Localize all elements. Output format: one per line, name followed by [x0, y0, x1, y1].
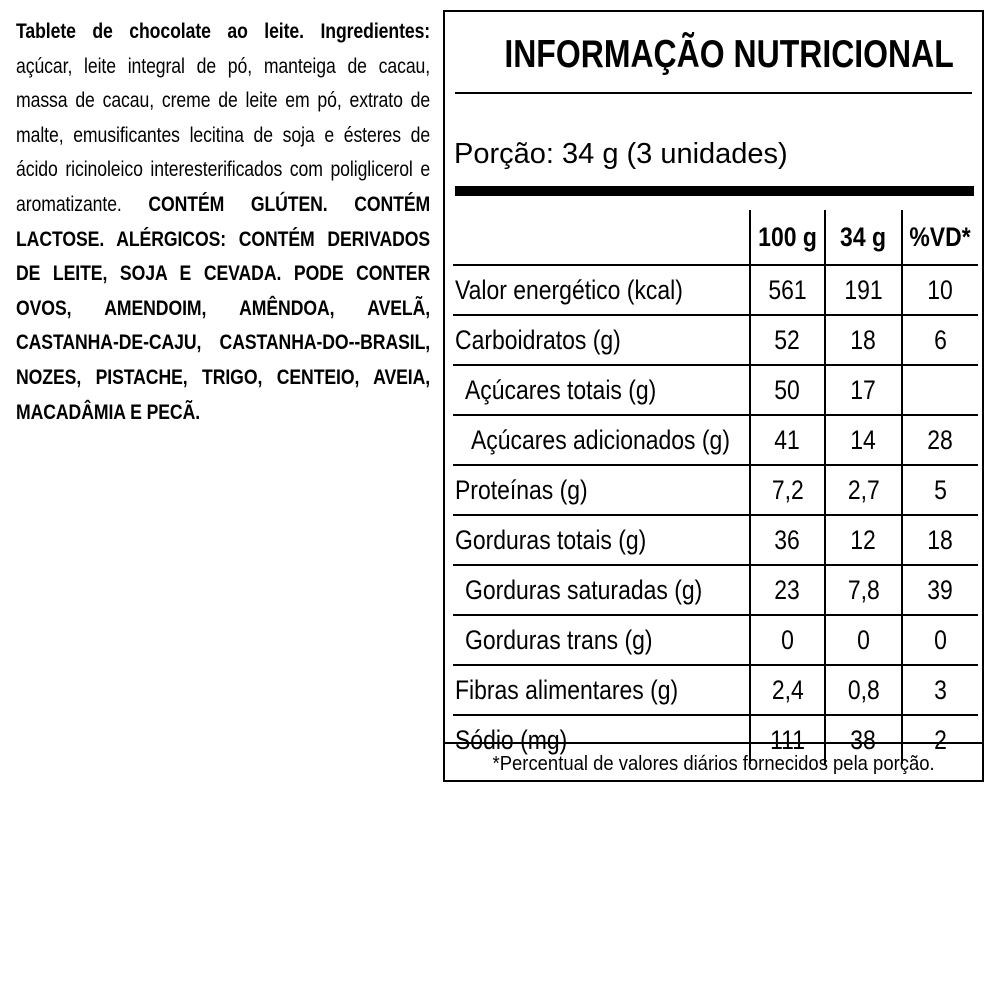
table-row	[453, 515, 978, 565]
value-per-100g: 36	[750, 515, 825, 565]
table-row	[453, 415, 978, 465]
value-daily-percent: 39	[902, 565, 978, 615]
table-row	[453, 365, 978, 415]
allergen-statement: CONTÉM GLÚTEN. CONTÉM LACTOSE. ALÉRGICOS: CONTÉM DERIVADOS DE LEITE, SOJA E CEVADA. PODE CONTER OVOS, AMENDOIM, AMÊNDOA, AVELÃ, CASTANHA-DE-CAJU, CASTANHA-DO--BRASIL, NOZES, PISTACHE, TRIGO, CENTEIO, AVEIA, MACADÂMIA E PECÃ.	[16, 191, 431, 424]
value-per-portion: 18	[825, 315, 902, 365]
value-per-100g: 0	[750, 615, 825, 665]
value-daily-percent: 28	[902, 415, 978, 465]
value-per-portion: 38	[825, 715, 902, 764]
value-daily-percent: 3	[902, 665, 978, 715]
ingredients-heading: Tablete de chocolate ao leite. Ingredientes:	[16, 19, 431, 43]
table-row	[453, 565, 978, 615]
nutrition-facts-panel	[443, 10, 984, 782]
nutrient-name: Fibras alimentares (g)	[453, 665, 750, 715]
nutrient-name: Gorduras trans (g)	[453, 615, 750, 665]
value-daily-percent: 2	[902, 715, 978, 764]
value-per-portion: 0,8	[825, 665, 902, 715]
column-header-per-100g: 100 g	[750, 210, 825, 265]
value-daily-percent: 18	[902, 515, 978, 565]
daily-value-footnote: *Percentual de valores diários fornecidos pela porção.	[445, 742, 982, 776]
column-header-daily-value: %VD*	[902, 210, 978, 265]
ingredients-list: açúcar, leite integral de pó, manteiga de cacau, massa de cacau, creme de leite em pó, extrato de malte, emusificantes lecitina de soja e ésteres de ácido ricinoleico interesterificados com poliglicerol e aromatizante.	[16, 53, 431, 216]
value-per-100g: 2,4	[750, 665, 825, 715]
value-per-100g: 52	[750, 315, 825, 365]
table-header-row	[453, 210, 978, 265]
nutrition-table	[453, 210, 978, 764]
ingredients-text	[16, 14, 430, 429]
value-daily-percent	[902, 365, 978, 415]
value-per-portion: 0	[825, 615, 902, 665]
value-daily-percent: 10	[902, 265, 978, 315]
value-per-100g: 561	[750, 265, 825, 315]
table-row	[453, 315, 978, 365]
header-divider	[455, 186, 974, 196]
table-row	[453, 465, 978, 515]
value-per-100g: 41	[750, 415, 825, 465]
value-per-portion: 191	[825, 265, 902, 315]
table-row	[453, 615, 978, 665]
value-per-portion: 12	[825, 515, 902, 565]
value-per-100g: 7,2	[750, 465, 825, 515]
value-per-100g: 111	[750, 715, 825, 764]
nutrition-title: INFORMAÇÃO NUTRICIONAL	[455, 30, 972, 94]
header-blank	[453, 210, 750, 265]
table-row	[453, 665, 978, 715]
value-per-100g: 23	[750, 565, 825, 615]
nutrient-name: Açúcares totais (g)	[453, 365, 750, 415]
value-per-100g: 50	[750, 365, 825, 415]
portion-size: Porção: 34 g (3 unidades)	[454, 138, 788, 170]
nutrient-name: Carboidratos (g)	[453, 315, 750, 365]
value-daily-percent: 0	[902, 615, 978, 665]
nutrient-name: Gorduras saturadas (g)	[453, 565, 750, 615]
value-per-portion: 14	[825, 415, 902, 465]
value-per-portion: 17	[825, 365, 902, 415]
nutrient-name: Gorduras totais (g)	[453, 515, 750, 565]
table-row	[453, 265, 978, 315]
column-header-per-portion: 34 g	[825, 210, 902, 265]
nutrient-name: Valor energético (kcal)	[453, 265, 750, 315]
value-daily-percent: 5	[902, 465, 978, 515]
nutrient-name: Sódio (mg)	[453, 715, 750, 764]
value-per-portion: 7,8	[825, 565, 902, 615]
nutrient-name: Proteínas (g)	[453, 465, 750, 515]
value-per-portion: 2,7	[825, 465, 902, 515]
value-daily-percent: 6	[902, 315, 978, 365]
nutrient-name: Açúcares adicionados (g)	[453, 415, 750, 465]
